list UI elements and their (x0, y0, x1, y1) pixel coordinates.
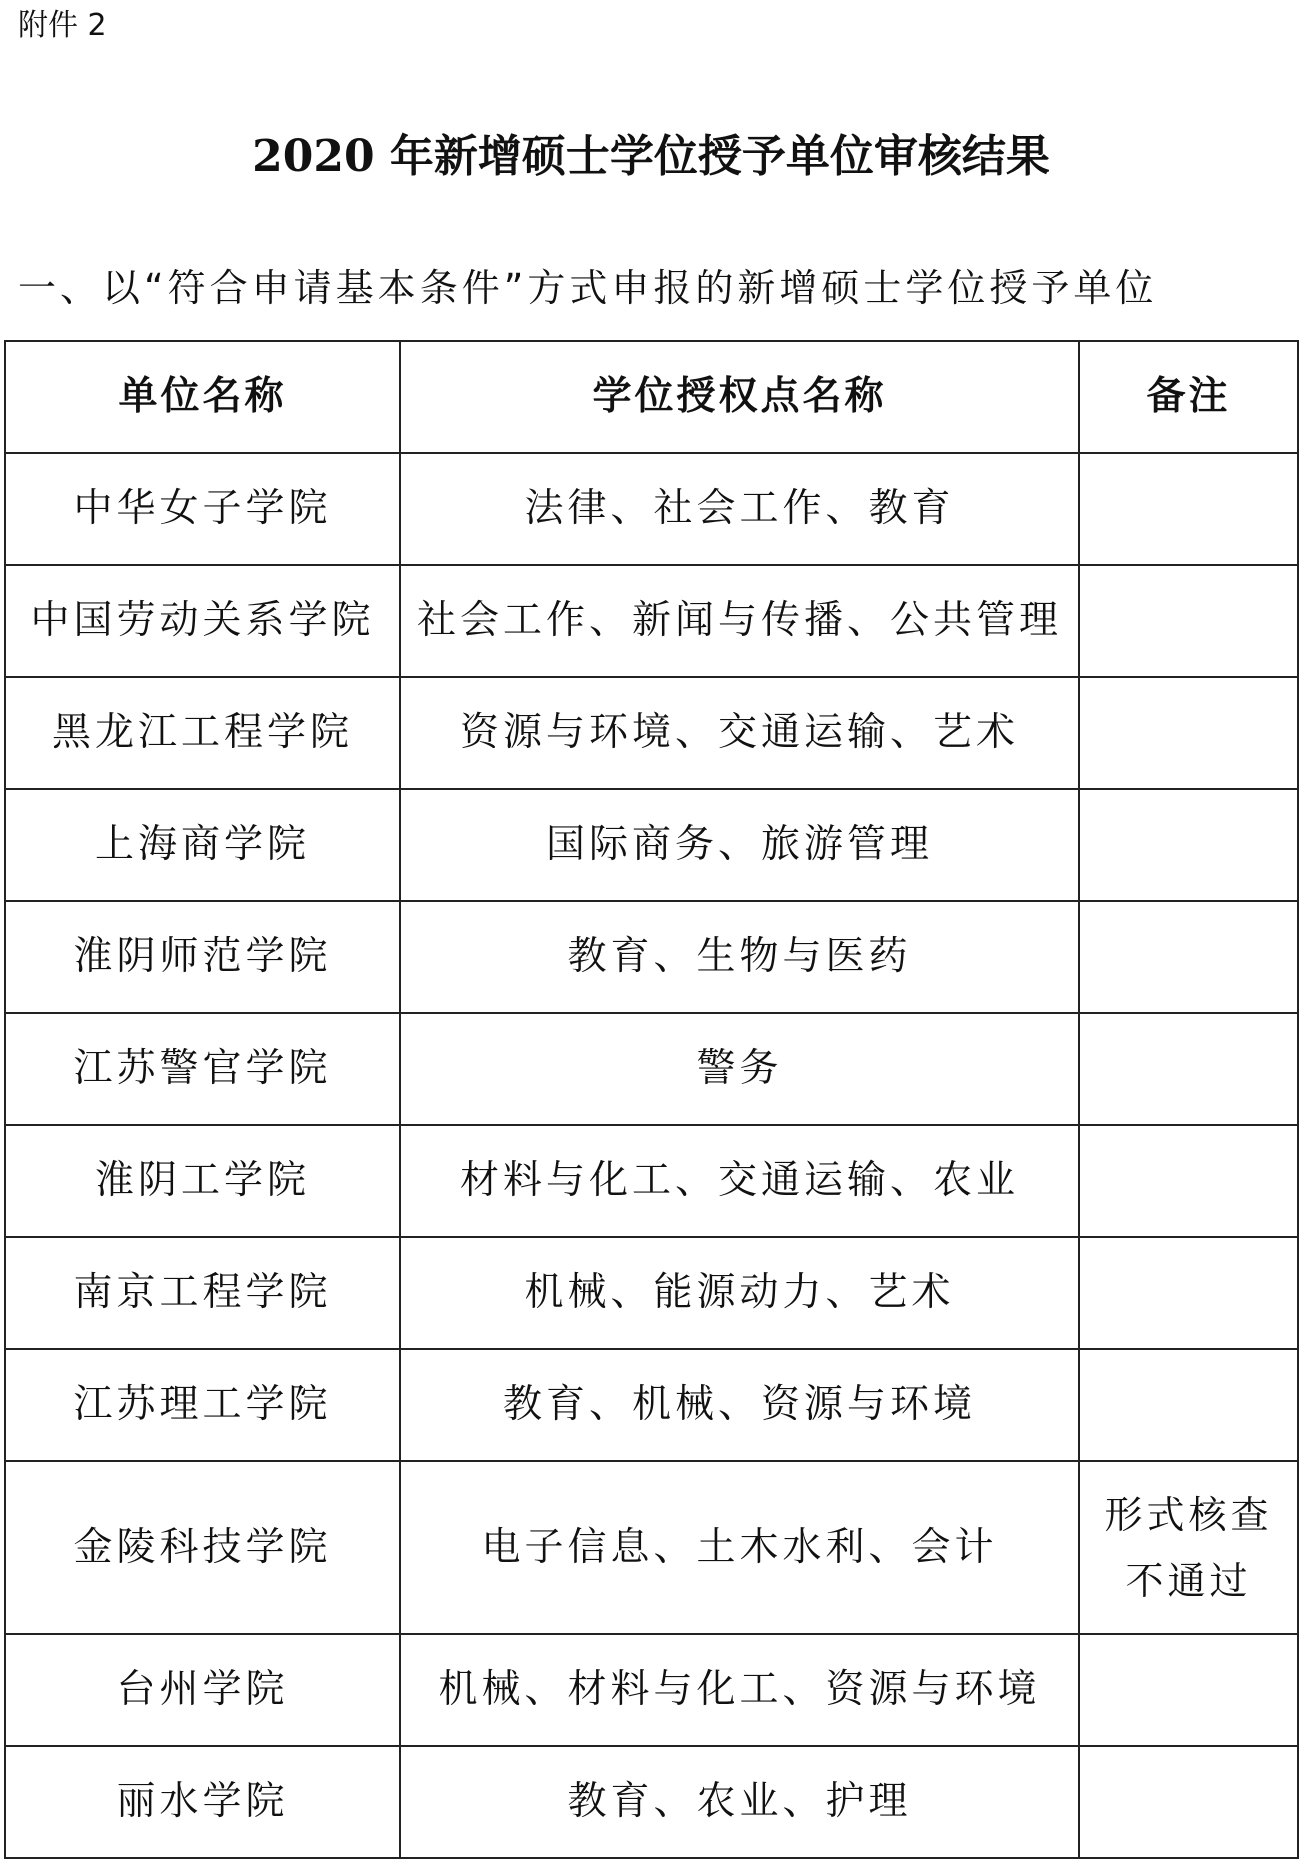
header-note: 备注 (1079, 341, 1298, 453)
note-cell (1079, 453, 1298, 565)
unit-name-cell: 金陵科技学院 (5, 1461, 400, 1634)
unit-name-cell: 丽水学院 (5, 1746, 400, 1858)
note-cell (1079, 1634, 1298, 1746)
table-row (5, 901, 1298, 1013)
program-names-cell: 教育、机械、资源与环境 (400, 1349, 1079, 1461)
note-cell (1079, 789, 1298, 901)
note-cell (1079, 901, 1298, 1013)
program-names-cell: 社会工作、新闻与传播、公共管理 (400, 565, 1079, 677)
note-cell (1079, 677, 1298, 789)
program-names-cell: 材料与化工、交通运输、农业 (400, 1125, 1079, 1237)
unit-name-cell: 中国劳动关系学院 (5, 565, 400, 677)
unit-name-cell: 淮阴工学院 (5, 1125, 400, 1237)
section-heading: 一、以“符合申请基本条件”方式申报的新增硕士学位授予单位 (18, 266, 1158, 310)
program-names-cell: 资源与环境、交通运输、艺术 (400, 677, 1079, 789)
unit-name-cell: 淮阴师范学院 (5, 901, 400, 1013)
table-row (5, 789, 1298, 901)
table-row (5, 1461, 1298, 1634)
table-row (5, 1746, 1298, 1858)
program-names-cell: 警务 (400, 1013, 1079, 1125)
table-row (5, 1125, 1298, 1237)
note-cell (1079, 1125, 1298, 1237)
note-cell (1079, 1013, 1298, 1125)
unit-name-cell: 上海商学院 (5, 789, 400, 901)
unit-name-cell: 江苏警官学院 (5, 1013, 400, 1125)
document-title: 2020 年新增硕士学位授予单位审核结果 (252, 131, 1050, 182)
header-program-names: 学位授权点名称 (400, 341, 1079, 453)
unit-name-cell: 台州学院 (5, 1634, 400, 1746)
note-cell (1079, 1237, 1298, 1349)
note-cell (1079, 565, 1298, 677)
table-header-row (5, 341, 1298, 453)
unit-name-cell: 南京工程学院 (5, 1237, 400, 1349)
program-names-cell: 教育、生物与医药 (400, 901, 1079, 1013)
results-table (4, 340, 1299, 1859)
unit-name-cell: 江苏理工学院 (5, 1349, 400, 1461)
table-row (5, 1237, 1298, 1349)
program-names-cell: 机械、能源动力、艺术 (400, 1237, 1079, 1349)
table-row (5, 453, 1298, 565)
program-names-cell: 法律、社会工作、教育 (400, 453, 1079, 565)
table-row (5, 1013, 1298, 1125)
table-row (5, 1634, 1298, 1746)
attachment-label: 附件 2 (18, 8, 107, 43)
program-names-cell: 电子信息、土木水利、会计 (400, 1461, 1079, 1634)
header-unit-name: 单位名称 (5, 341, 400, 453)
table-row (5, 1349, 1298, 1461)
note-cell (1079, 1746, 1298, 1858)
table-row (5, 677, 1298, 789)
program-names-cell: 机械、材料与化工、资源与环境 (400, 1634, 1079, 1746)
program-names-cell: 教育、农业、护理 (400, 1746, 1079, 1858)
program-names-cell: 国际商务、旅游管理 (400, 789, 1079, 901)
table-row (5, 565, 1298, 677)
unit-name-cell: 黑龙江工程学院 (5, 677, 400, 789)
note-cell (1079, 1349, 1298, 1461)
note-cell: 形式核查不通过 (1079, 1461, 1298, 1634)
unit-name-cell: 中华女子学院 (5, 453, 400, 565)
